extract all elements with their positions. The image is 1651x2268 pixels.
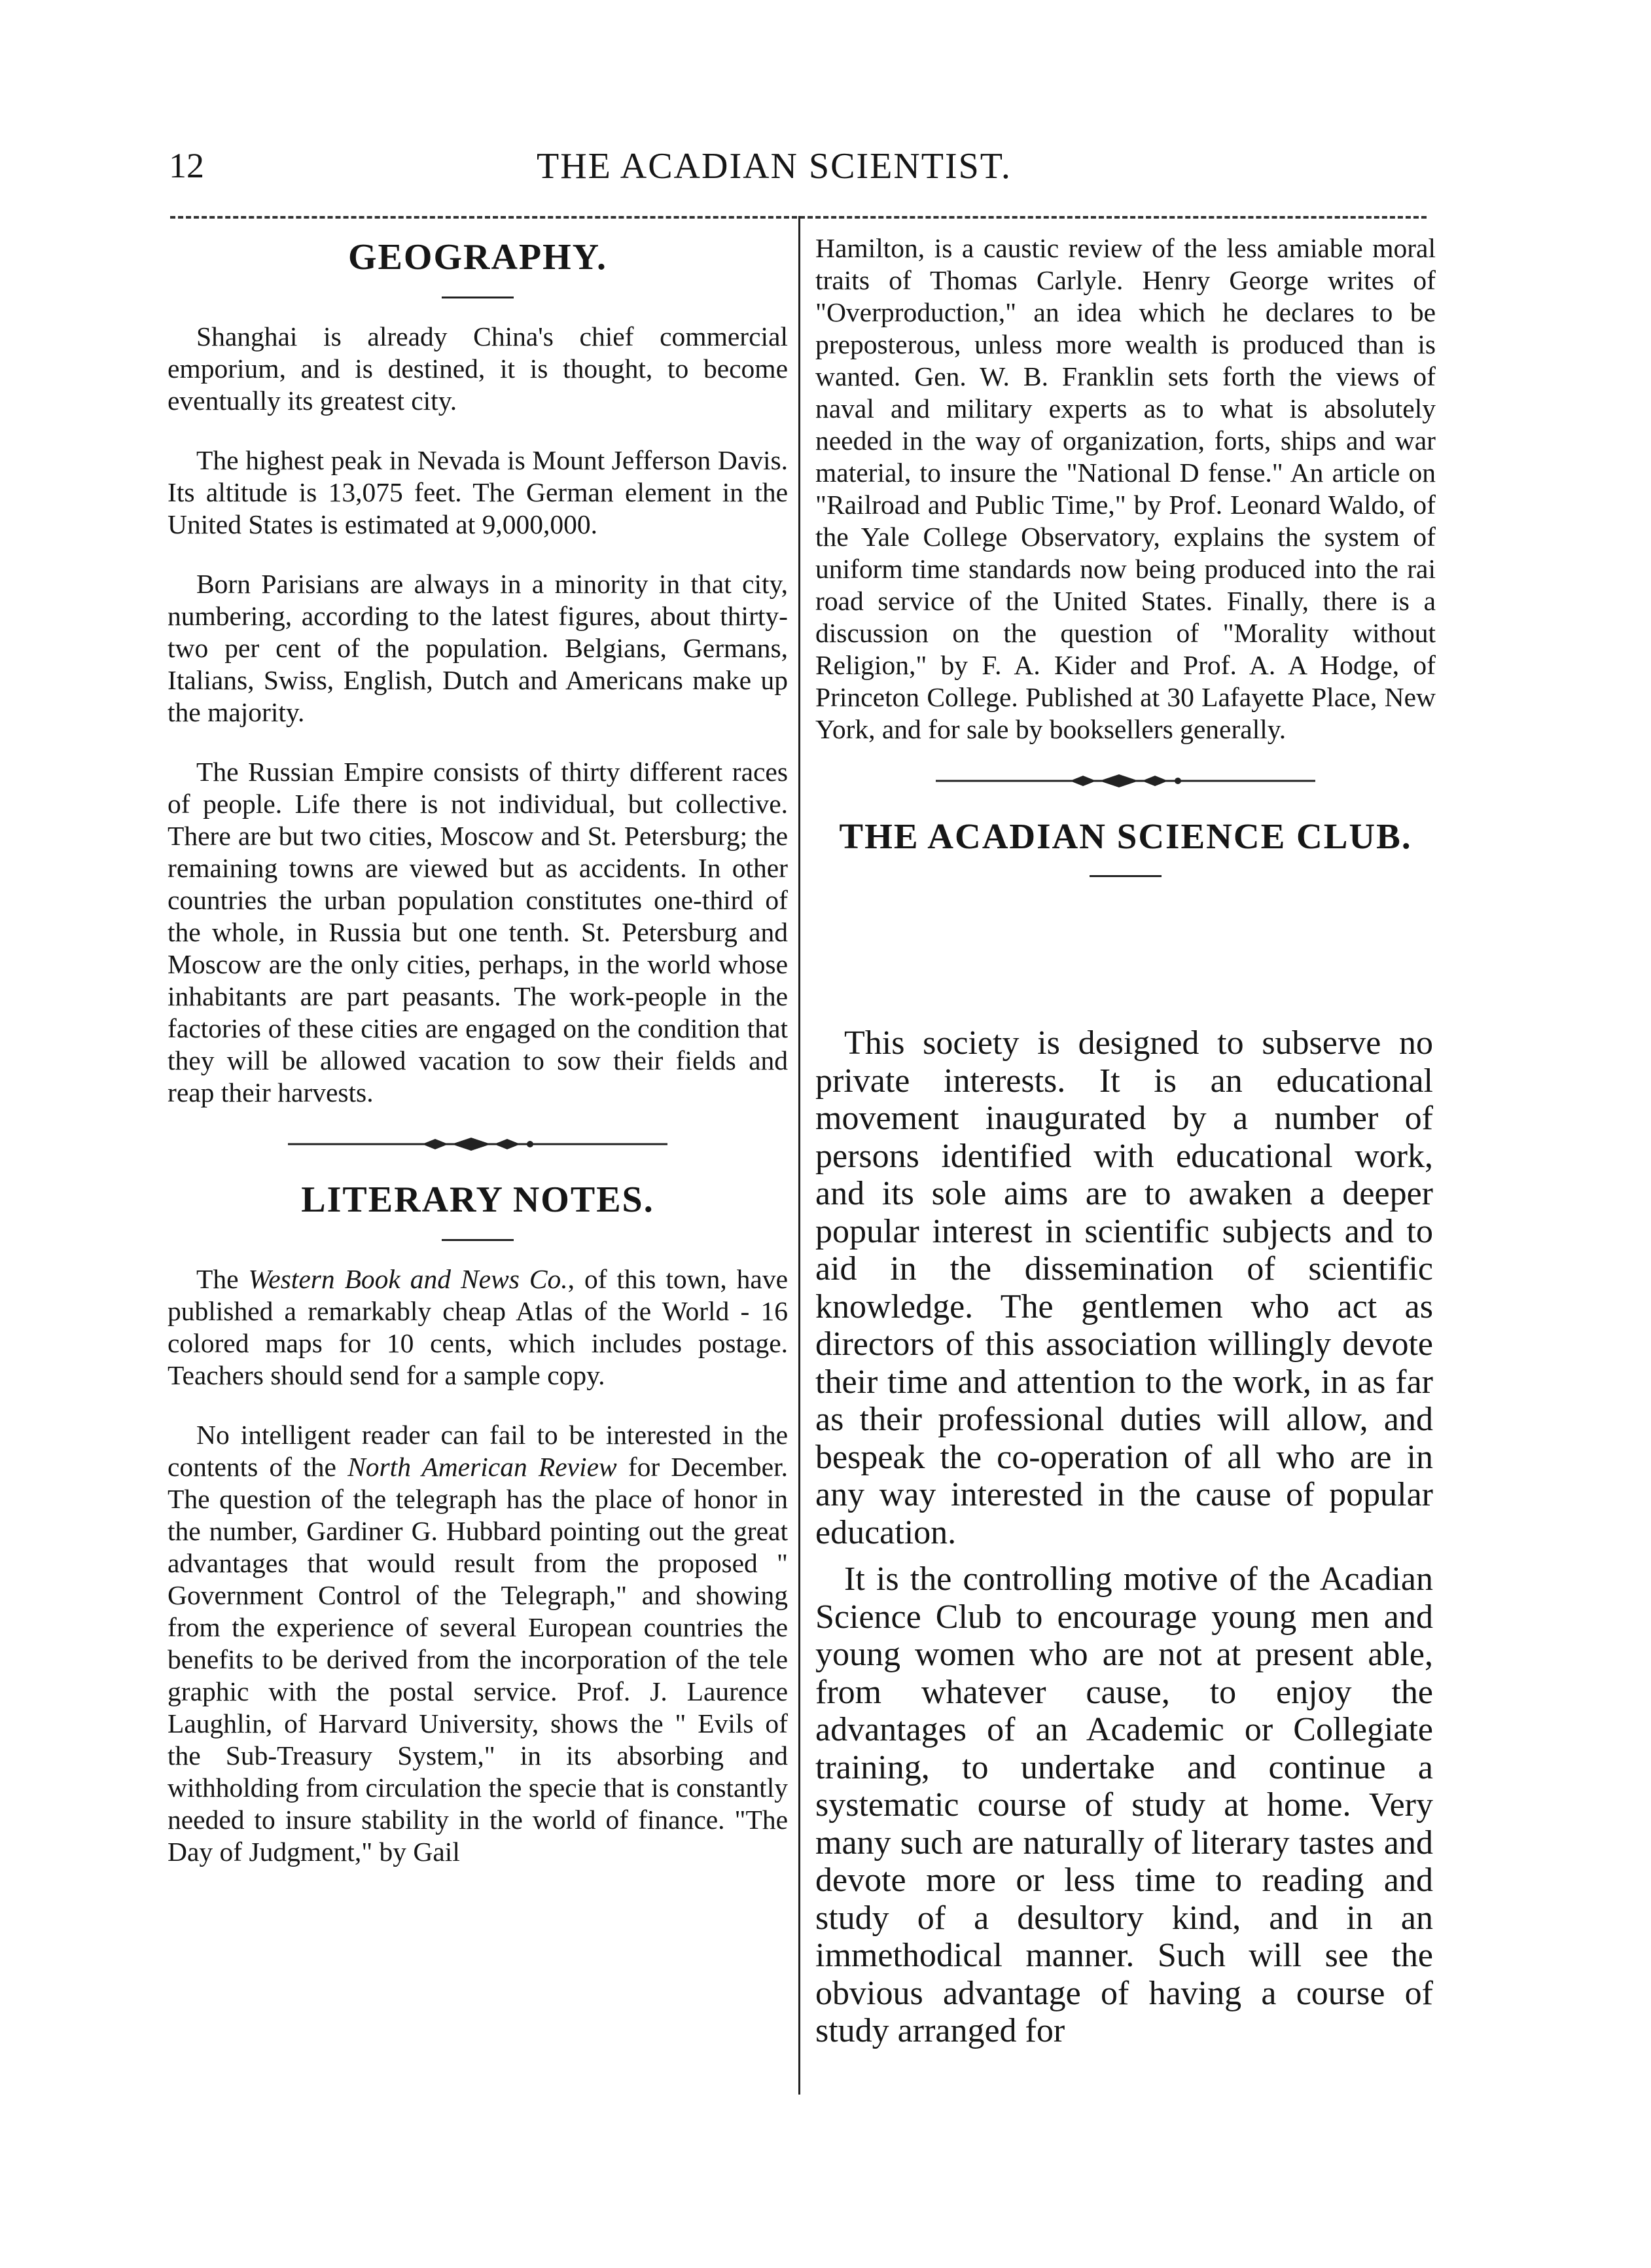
column-divider bbox=[798, 216, 800, 2095]
heading-rule bbox=[1090, 875, 1162, 877]
right-column-bottom bbox=[815, 1024, 1433, 2059]
ornament-divider bbox=[288, 1136, 667, 1152]
ornament-divider bbox=[936, 773, 1315, 789]
heading-rule bbox=[442, 297, 514, 298]
geography-paragraph: Born Parisians are always in a minority in that city, numbering, according to the latest figures, about thirty-two per cent of the population. Belgians, Germans, Italians, Swiss, English, Dutch and Americans make up the majority. bbox=[168, 569, 788, 728]
geography-paragraph: Shanghai is already China's chief commercial emporium, and is destined, it is thought, to become eventually its greatest city. bbox=[168, 321, 788, 416]
left-column bbox=[168, 236, 788, 1896]
heading-rule bbox=[442, 1239, 514, 1241]
science-club-heading: THE ACADIAN SCIENCE CLUB. bbox=[839, 816, 1412, 856]
geography-paragraph: The Russian Empire consists of thirty different races of people. Life there is not individual, but collective. There are but two cities, Moscow and St. Petersburg; the remaining towns are viewed but as accidents. In other countries the urban population constitutes one-third of the whole, in Russia but one tenth. St. Petersburg and Moscow are the only cities, perhaps, in the world whose inhabitants are part peasants. The work-people in the factories of these cities are engaged on the condition that they will be allowed vacation to sow their fields and reap their harvests. bbox=[168, 757, 788, 1108]
page-header bbox=[0, 145, 1651, 204]
page-number: 12 bbox=[169, 146, 204, 185]
running-title: THE ACADIAN SCIENTIST. bbox=[537, 146, 1012, 187]
geography-paragraph: The highest peak in Nevada is Mount Jefferson Davis. Its altitude is 13,075 feet. The German element in the United States is estimated at 9,000,000. bbox=[168, 445, 788, 540]
club-paragraph: This society is designed to subserve no private interests. It is an educational movement inaugurated by a number of persons identified with educational work, and its sole aims are to awaken a deeper popular interest in scientific subjects and to aid in the dissemination of scientific knowledge. The gentlemen who act as directors of this association willingly devote their time and attention to the work, in as far as their professional duties will allow, and bespeak the co-operation of all who are in any way interested in the cause of popular education. bbox=[815, 1024, 1433, 1551]
right-column-top bbox=[815, 232, 1436, 899]
club-paragraph: It is the controlling motive of the Acadian Science Club to encourage young men and young women who are not at present able, from whatever cause, to enjoy the advantages of an Academic or Collegiate training, to undertake and continue a systematic course of study at home. Very many such are naturally of literary tastes and devote more or less time to reading and study of a desultory kind, and in an immethodical manner. Such will see the obvious advantage of having a course of study arranged for bbox=[815, 1560, 1433, 2049]
literary-notes-heading: LITERARY NOTES. bbox=[301, 1179, 654, 1221]
literary-continuation: Hamilton, is a caustic review of the less amiable moral traits of Thomas Carlyle. Henry George writes of "Overproduction," an idea which he declares to be preposterous, unless more wealth is produced than is wanted. Gen. W. B. Franklin sets forth the views of naval and military experts as to what is absolutely needed in the way of organization, forts, ships and war material, to insure the "National D fense." An article on "Railroad and Public Time," by Prof. Leonard Waldo, of the Yale College Observatory, explains the system of uniform time standards now being produced into the rai road service of the United States. Finally, there is a discussion on the question of "Morality without Religion," by F. A. Kider and Prof. A. A Hodge, of Princeton College. Published at 30 Lafayette Place, New York, and for sale by booksellers generally. bbox=[815, 233, 1436, 744]
literary-paragraph: The Western Book and News Co., of this town, have published a remarkably cheap Atlas of the World - 16 colored maps for 10 cents, which includes postage. Teachers should send for a sample copy. bbox=[168, 1264, 788, 1391]
geography-heading: GEOGRAPHY. bbox=[348, 237, 607, 278]
literary-paragraph: No intelligent reader can fail to be interested in the contents of the North American Review for December. The question of the telegraph has the place of honor in the number, Gardiner G. Hubbard pointing out the great advantages that would result from the proposed " Government Control of the Telegraph," and showing from the experience of several European countries the benefits to be derived from the incorporation of the tele graphic with the postal service. Prof. J. Laurence Laughlin, of Harvard University, shows the " Evils of the Sub-Treasury System," in its absorbing and withholding from circulation the specie that is constantly needed to insure stability in the world of finance. "The Day of Judgment," by Gail bbox=[168, 1420, 788, 1867]
